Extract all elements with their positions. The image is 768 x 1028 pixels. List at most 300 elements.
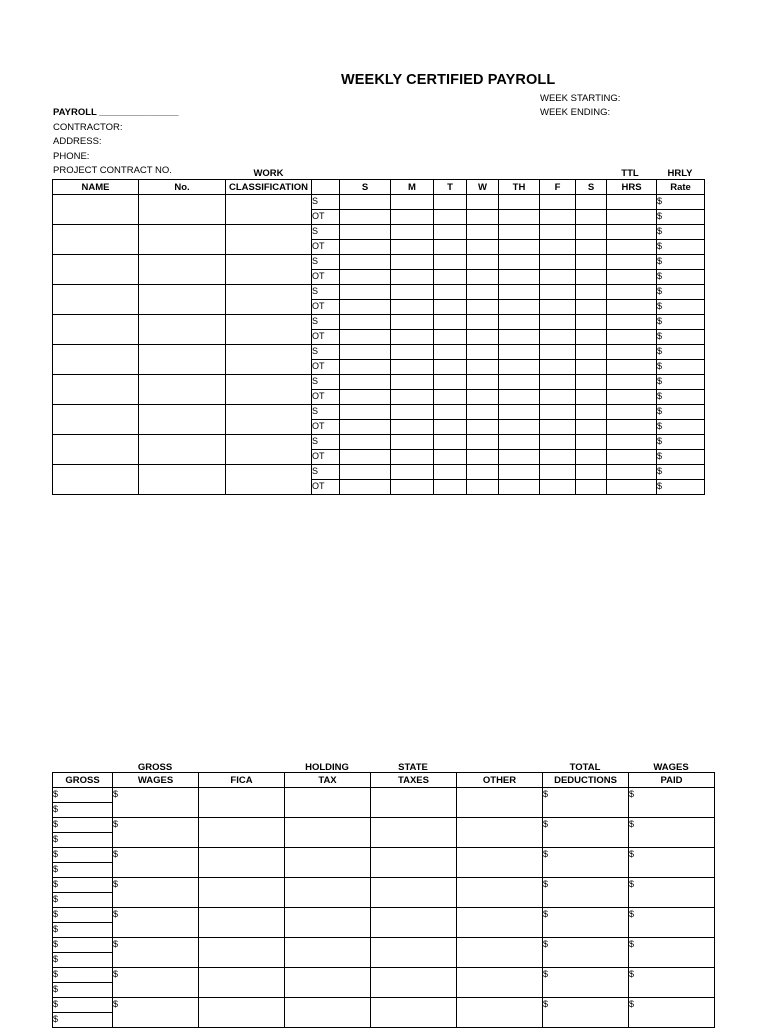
fica-cell[interactable] — [199, 938, 285, 968]
overtime-label: OT — [312, 450, 340, 465]
hours-sat-cell[interactable] — [576, 300, 607, 315]
gross-cell[interactable]: $ — [53, 923, 113, 938]
hours-sat-cell[interactable] — [576, 210, 607, 225]
total-hours-cell[interactable] — [607, 270, 657, 285]
hours-mon-cell[interactable] — [391, 195, 434, 210]
table-row — [53, 315, 705, 330]
hours-tue-cell[interactable] — [434, 285, 467, 300]
gross-cell[interactable]: $ — [53, 938, 113, 953]
gross-wages-cell[interactable]: $ — [113, 878, 199, 908]
hourly-rate-cell[interactable]: $ — [657, 480, 705, 495]
hours-sun-cell[interactable] — [340, 300, 391, 315]
hours-fri-cell[interactable] — [540, 480, 576, 495]
hours-wed-cell[interactable] — [467, 330, 499, 345]
hours-sun-cell[interactable] — [340, 330, 391, 345]
hours-tue-cell[interactable] — [434, 420, 467, 435]
other-cell[interactable] — [457, 848, 543, 878]
gross-cell[interactable]: $ — [53, 818, 113, 833]
hours-fri-cell[interactable] — [540, 390, 576, 405]
hours-sun-cell[interactable] — [340, 480, 391, 495]
hours-sat-cell[interactable] — [576, 360, 607, 375]
hours-sun-cell[interactable] — [340, 270, 391, 285]
hourly-rate-cell[interactable]: $ — [657, 435, 705, 450]
hours-wed-cell[interactable] — [467, 225, 499, 240]
overtime-label: OT — [312, 210, 340, 225]
fica-cell[interactable] — [199, 848, 285, 878]
hours-wed-cell[interactable] — [467, 285, 499, 300]
hours-fri-cell[interactable] — [540, 225, 576, 240]
hours-mon-cell[interactable] — [391, 330, 434, 345]
total-hours-cell[interactable] — [607, 435, 657, 450]
table-row — [53, 788, 715, 803]
hours-fri-cell[interactable] — [540, 240, 576, 255]
gross-cell[interactable]: $ — [53, 998, 113, 1013]
hours-tue-cell[interactable] — [434, 345, 467, 360]
classification-cell[interactable] — [226, 375, 312, 405]
hours-thu-cell[interactable] — [499, 255, 540, 270]
hours-wed-cell[interactable] — [467, 420, 499, 435]
hours-sat-cell[interactable] — [576, 435, 607, 450]
hours-wed-cell[interactable] — [467, 255, 499, 270]
hours-thu-cell[interactable] — [499, 450, 540, 465]
fica-cell[interactable] — [199, 878, 285, 908]
hours-fri-cell[interactable] — [540, 195, 576, 210]
hours-mon-cell[interactable] — [391, 270, 434, 285]
hours-fri-cell[interactable] — [540, 315, 576, 330]
hours-fri-cell[interactable] — [540, 435, 576, 450]
hourly-rate-cell[interactable]: $ — [657, 225, 705, 240]
total-hours-cell[interactable] — [607, 210, 657, 225]
hours-mon-cell[interactable] — [391, 285, 434, 300]
hours-wed-cell[interactable] — [467, 210, 499, 225]
gross-cell[interactable]: $ — [53, 803, 113, 818]
table-row — [53, 195, 705, 210]
number-cell[interactable] — [139, 465, 226, 495]
total-deductions-cell[interactable]: $ — [543, 938, 629, 968]
hourly-rate-cell[interactable]: $ — [657, 195, 705, 210]
total-deductions-cell[interactable]: $ — [543, 998, 629, 1028]
hours-sat-cell[interactable] — [576, 480, 607, 495]
hours-mon-cell[interactable] — [391, 435, 434, 450]
name-cell[interactable] — [53, 315, 139, 345]
gross-wages-cell[interactable]: $ — [113, 938, 199, 968]
hours-sat-cell[interactable] — [576, 195, 607, 210]
number-cell[interactable] — [139, 345, 226, 375]
hours-fri-cell[interactable] — [540, 420, 576, 435]
hours-mon-cell[interactable] — [391, 210, 434, 225]
number-cell[interactable] — [139, 255, 226, 285]
hours-sat-cell[interactable] — [576, 240, 607, 255]
state-taxes-cell[interactable] — [371, 878, 457, 908]
hours-sun-cell[interactable] — [340, 240, 391, 255]
hours-sat-cell[interactable] — [576, 330, 607, 345]
hours-sun-cell[interactable] — [340, 285, 391, 300]
week-ending-label: WEEK ENDING: — [540, 107, 611, 118]
state-taxes-cell[interactable] — [371, 968, 457, 998]
total-hours-cell[interactable] — [607, 405, 657, 420]
hours-sat-cell[interactable] — [576, 375, 607, 390]
total-hours-cell[interactable] — [607, 345, 657, 360]
hours-fri-cell[interactable] — [540, 360, 576, 375]
name-cell[interactable] — [53, 255, 139, 285]
state-taxes-cell[interactable] — [371, 908, 457, 938]
hours-sat-cell[interactable] — [576, 450, 607, 465]
hours-tue-cell[interactable] — [434, 390, 467, 405]
hours-fri-cell[interactable] — [540, 375, 576, 390]
number-cell[interactable] — [139, 405, 226, 435]
wages-paid-cell[interactable]: $ — [629, 818, 715, 848]
gross-wages-cell[interactable]: $ — [113, 818, 199, 848]
state-taxes-cell[interactable] — [371, 998, 457, 1028]
hours-fri-cell[interactable] — [540, 210, 576, 225]
hourly-rate-cell[interactable]: $ — [657, 300, 705, 315]
hours-mon-cell[interactable] — [391, 240, 434, 255]
table-row — [53, 968, 715, 983]
hours-thu-cell[interactable] — [499, 360, 540, 375]
hours-mon-cell[interactable] — [391, 300, 434, 315]
hours-fri-cell[interactable] — [540, 255, 576, 270]
other-cell[interactable] — [457, 818, 543, 848]
hourly-rate-cell[interactable]: $ — [657, 240, 705, 255]
hours-wed-cell[interactable] — [467, 375, 499, 390]
total-hours-cell[interactable] — [607, 225, 657, 240]
fica-cell[interactable] — [199, 968, 285, 998]
hours-wed-cell[interactable] — [467, 240, 499, 255]
fica-cell[interactable] — [199, 908, 285, 938]
holding-tax-cell[interactable] — [285, 908, 371, 938]
wages-paid-cell[interactable]: $ — [629, 968, 715, 998]
gross-cell[interactable]: $ — [53, 1013, 113, 1028]
hours-mon-cell[interactable] — [391, 450, 434, 465]
state-taxes-cell[interactable] — [371, 938, 457, 968]
hours-tue-cell[interactable] — [434, 315, 467, 330]
hourly-rate-cell[interactable]: $ — [657, 345, 705, 360]
name-cell[interactable] — [53, 225, 139, 255]
hours-mon-cell[interactable] — [391, 480, 434, 495]
name-cell[interactable] — [53, 465, 139, 495]
hours-thu-cell[interactable] — [499, 405, 540, 420]
total-hours-cell[interactable] — [607, 390, 657, 405]
hours-wed-cell[interactable] — [467, 360, 499, 375]
hours-sun-cell[interactable] — [340, 465, 391, 480]
hourly-rate-cell[interactable]: $ — [657, 405, 705, 420]
total-hours-cell[interactable] — [607, 465, 657, 480]
hours-sun-cell[interactable] — [340, 375, 391, 390]
fica-cell[interactable] — [199, 818, 285, 848]
number-cell[interactable] — [139, 435, 226, 465]
total-hours-cell[interactable] — [607, 420, 657, 435]
gross-wages-cell[interactable]: $ — [113, 848, 199, 878]
hourly-rate-cell[interactable]: $ — [657, 285, 705, 300]
hours-mon-cell[interactable] — [391, 465, 434, 480]
gross-wages-cell[interactable]: $ — [113, 908, 199, 938]
hours-fri-cell[interactable] — [540, 465, 576, 480]
classification-cell[interactable] — [226, 315, 312, 345]
holding-tax-cell[interactable] — [285, 998, 371, 1028]
hours-mon-cell[interactable] — [391, 315, 434, 330]
name-cell[interactable] — [53, 195, 139, 225]
gross-cell[interactable]: $ — [53, 908, 113, 923]
other-cell[interactable] — [457, 968, 543, 998]
hours-wed-cell[interactable] — [467, 435, 499, 450]
hours-tue-cell[interactable] — [434, 405, 467, 420]
hours-tue-cell[interactable] — [434, 255, 467, 270]
hours-wed-cell[interactable] — [467, 195, 499, 210]
hourly-rate-cell[interactable]: $ — [657, 210, 705, 225]
total-deductions-cell[interactable]: $ — [543, 968, 629, 998]
total-deductions-cell[interactable]: $ — [543, 788, 629, 818]
wages-paid-cell[interactable]: $ — [629, 998, 715, 1028]
wages-paid-cell[interactable]: $ — [629, 788, 715, 818]
hours-sun-cell[interactable] — [340, 315, 391, 330]
other-cell[interactable] — [457, 998, 543, 1028]
hours-tue-cell[interactable] — [434, 240, 467, 255]
other-cell[interactable] — [457, 938, 543, 968]
hours-thu-cell[interactable] — [499, 435, 540, 450]
classification-cell[interactable] — [226, 195, 312, 225]
hours-thu-cell[interactable] — [499, 480, 540, 495]
hours-thu-cell[interactable] — [499, 345, 540, 360]
hours-tue-cell[interactable] — [434, 375, 467, 390]
hours-mon-cell[interactable] — [391, 345, 434, 360]
holding-tax-cell[interactable] — [285, 968, 371, 998]
total-deductions-cell[interactable]: $ — [543, 908, 629, 938]
hours-thu-cell[interactable] — [499, 240, 540, 255]
hours-sun-cell[interactable] — [340, 450, 391, 465]
hours-mon-cell[interactable] — [391, 360, 434, 375]
gross-cell[interactable]: $ — [53, 863, 113, 878]
holding-tax-cell[interactable] — [285, 788, 371, 818]
name-cell[interactable] — [53, 285, 139, 315]
hours-fri-cell[interactable] — [540, 300, 576, 315]
col-fica: FICA — [199, 773, 285, 788]
hours-tue-cell[interactable] — [434, 450, 467, 465]
total-hours-cell[interactable] — [607, 360, 657, 375]
wages-paid-cell[interactable]: $ — [629, 848, 715, 878]
hours-wed-cell[interactable] — [467, 270, 499, 285]
wages-header-row — [53, 773, 715, 788]
gross-wages-cell[interactable]: $ — [113, 998, 199, 1028]
hours-thu-cell[interactable] — [499, 330, 540, 345]
number-cell[interactable] — [139, 195, 226, 225]
total-hours-cell[interactable] — [607, 285, 657, 300]
total-deductions-cell[interactable]: $ — [543, 878, 629, 908]
hours-wed-cell[interactable] — [467, 405, 499, 420]
hourly-rate-cell[interactable]: $ — [657, 465, 705, 480]
hours-tue-cell[interactable] — [434, 330, 467, 345]
gross-cell[interactable]: $ — [53, 983, 113, 998]
hours-sat-cell[interactable] — [576, 270, 607, 285]
fica-cell[interactable] — [199, 788, 285, 818]
hours-thu-cell[interactable] — [499, 285, 540, 300]
hours-wed-cell[interactable] — [467, 465, 499, 480]
hours-sun-cell[interactable] — [340, 435, 391, 450]
hours-tue-cell[interactable] — [434, 270, 467, 285]
overtime-label: OT — [312, 480, 340, 495]
hours-wed-cell[interactable] — [467, 315, 499, 330]
number-cell[interactable] — [139, 285, 226, 315]
wages-paid-cell[interactable]: $ — [629, 878, 715, 908]
hourly-rate-cell[interactable]: $ — [657, 390, 705, 405]
total-deductions-cell[interactable]: $ — [543, 848, 629, 878]
other-cell[interactable] — [457, 878, 543, 908]
hours-wed-cell[interactable] — [467, 300, 499, 315]
hours-sun-cell[interactable] — [340, 225, 391, 240]
hours-sun-cell[interactable] — [340, 390, 391, 405]
hours-thu-cell[interactable] — [499, 270, 540, 285]
classification-cell[interactable] — [226, 435, 312, 465]
hours-fri-cell[interactable] — [540, 285, 576, 300]
state-taxes-cell[interactable] — [371, 788, 457, 818]
hours-fri-cell[interactable] — [540, 450, 576, 465]
hours-tue-cell[interactable] — [434, 210, 467, 225]
gross-wages-cell[interactable]: $ — [113, 968, 199, 998]
hours-mon-cell[interactable] — [391, 255, 434, 270]
hours-fri-cell[interactable] — [540, 330, 576, 345]
hours-sat-cell[interactable] — [576, 285, 607, 300]
number-cell[interactable] — [139, 375, 226, 405]
classification-cell[interactable] — [226, 465, 312, 495]
total-hours-cell[interactable] — [607, 240, 657, 255]
holding-tax-cell[interactable] — [285, 938, 371, 968]
hours-thu-cell[interactable] — [499, 195, 540, 210]
hours-sat-cell[interactable] — [576, 420, 607, 435]
col-tue: T — [434, 180, 467, 195]
hours-wed-cell[interactable] — [467, 480, 499, 495]
hours-sat-cell[interactable] — [576, 345, 607, 360]
gross-cell[interactable]: $ — [53, 878, 113, 893]
gross-cell[interactable]: $ — [53, 968, 113, 983]
hours-sat-cell[interactable] — [576, 225, 607, 240]
gross-cell[interactable]: $ — [53, 833, 113, 848]
hourly-rate-cell[interactable]: $ — [657, 360, 705, 375]
hours-fri-cell[interactable] — [540, 345, 576, 360]
hours-tue-cell[interactable] — [434, 480, 467, 495]
hours-wed-cell[interactable] — [467, 450, 499, 465]
table-row — [53, 818, 715, 833]
table-row — [53, 375, 705, 390]
gross-cell[interactable]: $ — [53, 893, 113, 908]
total-hours-cell[interactable] — [607, 195, 657, 210]
hours-sun-cell[interactable] — [340, 345, 391, 360]
hours-thu-cell[interactable] — [499, 300, 540, 315]
total-hours-cell[interactable] — [607, 330, 657, 345]
holding-tax-cell[interactable] — [285, 818, 371, 848]
total-hours-cell[interactable] — [607, 315, 657, 330]
hourly-rate-cell[interactable]: $ — [657, 255, 705, 270]
gross-cell[interactable]: $ — [53, 848, 113, 863]
total-hours-cell[interactable] — [607, 255, 657, 270]
classification-cell[interactable] — [226, 405, 312, 435]
classification-cell[interactable] — [226, 255, 312, 285]
col-hourly-rate: Rate — [657, 180, 705, 195]
gross-cell[interactable]: $ — [53, 953, 113, 968]
name-cell[interactable] — [53, 375, 139, 405]
col-mon: M — [391, 180, 434, 195]
gross-wages-cell[interactable]: $ — [113, 788, 199, 818]
hours-wed-cell[interactable] — [467, 390, 499, 405]
gross-cell[interactable]: $ — [53, 788, 113, 803]
hours-sat-cell[interactable] — [576, 465, 607, 480]
name-cell[interactable] — [53, 405, 139, 435]
state-taxes-cell[interactable] — [371, 848, 457, 878]
hours-tue-cell[interactable] — [434, 435, 467, 450]
total-hours-cell[interactable] — [607, 300, 657, 315]
hours-tue-cell[interactable] — [434, 195, 467, 210]
hourly-rate-cell[interactable]: $ — [657, 420, 705, 435]
hourly-rate-cell[interactable]: $ — [657, 315, 705, 330]
hours-sat-cell[interactable] — [576, 405, 607, 420]
hours-sun-cell[interactable] — [340, 405, 391, 420]
hours-sun-cell[interactable] — [340, 255, 391, 270]
hours-tue-cell[interactable] — [434, 360, 467, 375]
hours-sat-cell[interactable] — [576, 315, 607, 330]
hours-thu-cell[interactable] — [499, 375, 540, 390]
hourly-rate-cell[interactable]: $ — [657, 330, 705, 345]
total-hours-cell[interactable] — [607, 480, 657, 495]
hours-thu-cell[interactable] — [499, 315, 540, 330]
hours-thu-cell[interactable] — [499, 465, 540, 480]
hours-fri-cell[interactable] — [540, 405, 576, 420]
hours-sun-cell[interactable] — [340, 210, 391, 225]
hourly-rate-cell[interactable]: $ — [657, 450, 705, 465]
hours-sun-cell[interactable] — [340, 195, 391, 210]
hours-mon-cell[interactable] — [391, 225, 434, 240]
hours-fri-cell[interactable] — [540, 270, 576, 285]
total-hours-cell[interactable] — [607, 375, 657, 390]
wages-paid-cell[interactable]: $ — [629, 938, 715, 968]
total-deductions-cell[interactable]: $ — [543, 818, 629, 848]
hours-sun-cell[interactable] — [340, 420, 391, 435]
hours-mon-cell[interactable] — [391, 390, 434, 405]
classification-cell[interactable] — [226, 345, 312, 375]
hours-tue-cell[interactable] — [434, 225, 467, 240]
classification-cell[interactable] — [226, 225, 312, 255]
hours-thu-cell[interactable] — [499, 210, 540, 225]
holding-tax-cell[interactable] — [285, 848, 371, 878]
number-cell[interactable] — [139, 225, 226, 255]
name-cell[interactable] — [53, 345, 139, 375]
number-cell[interactable] — [139, 315, 226, 345]
hours-thu-cell[interactable] — [499, 225, 540, 240]
hours-wed-cell[interactable] — [467, 345, 499, 360]
hourly-rate-cell[interactable]: $ — [657, 375, 705, 390]
hours-thu-cell[interactable] — [499, 420, 540, 435]
hours-sun-cell[interactable] — [340, 360, 391, 375]
hours-thu-cell[interactable] — [499, 390, 540, 405]
other-cell[interactable] — [457, 788, 543, 818]
hours-sat-cell[interactable] — [576, 255, 607, 270]
hours-mon-cell[interactable] — [391, 375, 434, 390]
hours-mon-cell[interactable] — [391, 420, 434, 435]
other-cell[interactable] — [457, 908, 543, 938]
hourly-rate-cell[interactable]: $ — [657, 270, 705, 285]
hours-sat-cell[interactable] — [576, 390, 607, 405]
wages-paid-cell[interactable]: $ — [629, 908, 715, 938]
fica-cell[interactable] — [199, 998, 285, 1028]
col-wages-paid: PAID — [629, 773, 715, 788]
name-cell[interactable] — [53, 435, 139, 465]
classification-cell[interactable] — [226, 285, 312, 315]
hours-mon-cell[interactable] — [391, 405, 434, 420]
col-total-hours: HRS — [607, 180, 657, 195]
state-taxes-cell[interactable] — [371, 818, 457, 848]
total-hours-cell[interactable] — [607, 450, 657, 465]
col-name: NAME — [53, 180, 139, 195]
holding-tax-cell[interactable] — [285, 878, 371, 908]
hours-tue-cell[interactable] — [434, 300, 467, 315]
hours-tue-cell[interactable] — [434, 465, 467, 480]
